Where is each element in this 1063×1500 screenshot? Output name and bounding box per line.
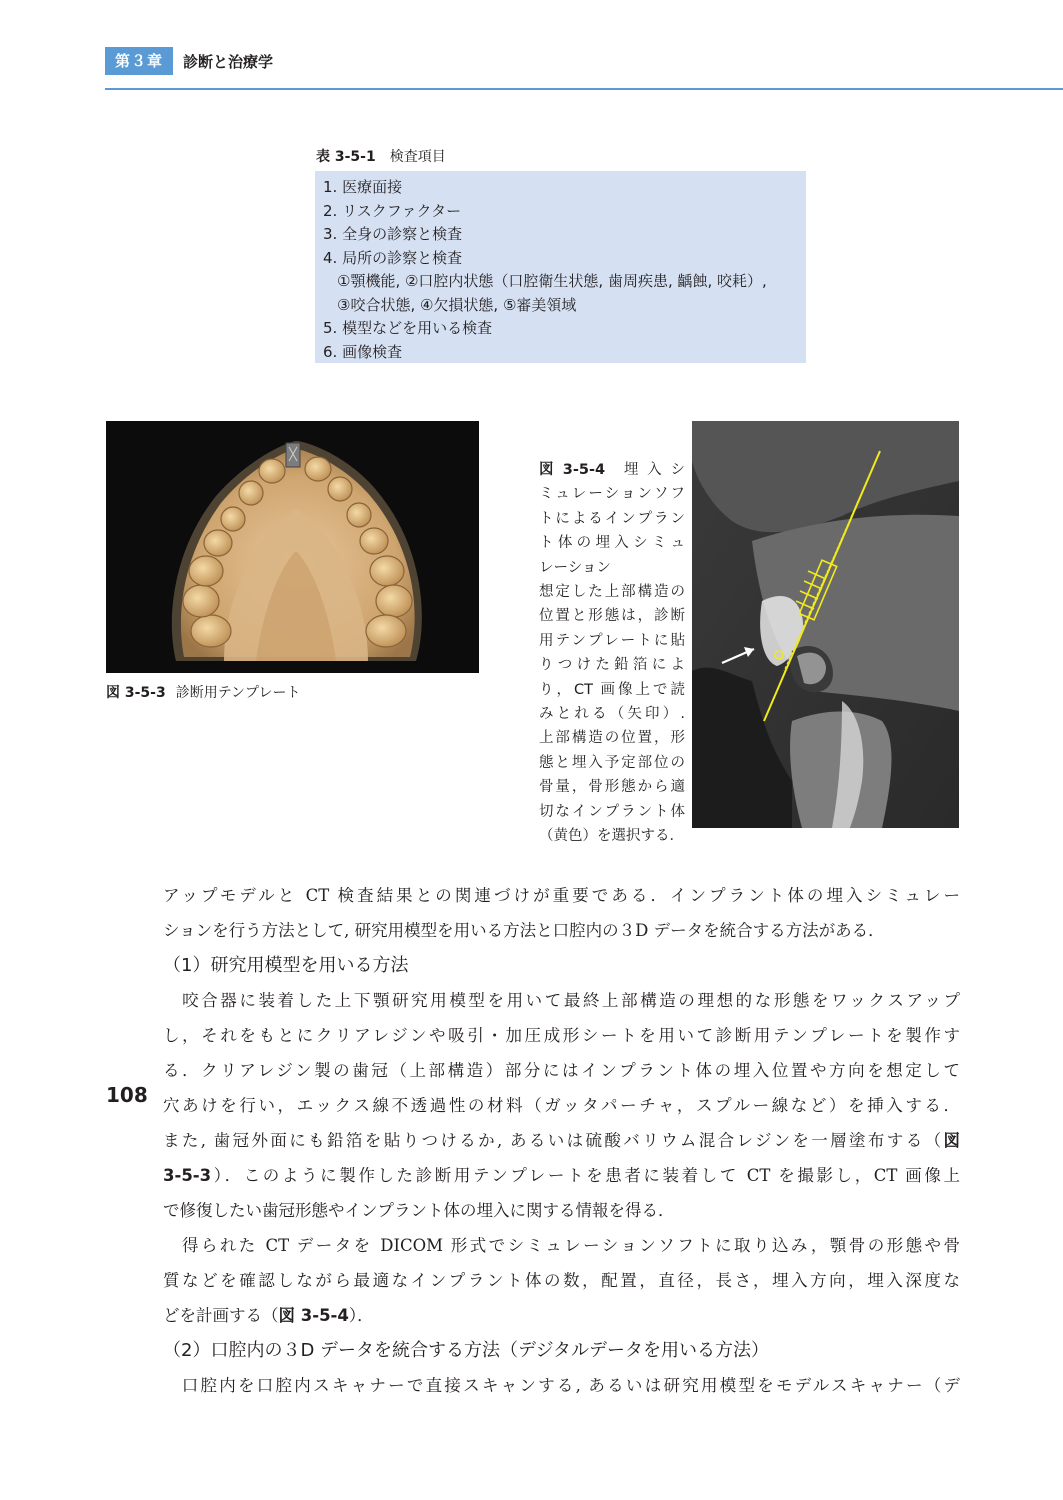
text-line: どを計画する（図 3-5-4）． [163,1306,374,1325]
caption-line: 切なインプラント体 [539,803,685,820]
page-number: 108 [106,1083,148,1107]
text-line: ションを行う方法として, 研究用模型を用いる方法と口腔内の３D データを統合する方法がある． [163,921,885,940]
ct-simulation-image [692,421,959,828]
table-row: 2. リスクファクター [323,201,462,220]
figure-reference: 図 [943,1131,960,1150]
figure-3-5-4-caption [539,458,685,849]
table-row: ③咬合状態, ④欠損状態, ⑤審美領域 [337,295,577,314]
caption-line: （黄色）を選択する． [539,828,684,845]
chapter-badge: 第３章 [105,47,173,75]
table-row: 6. 画像検査 [323,342,403,361]
table-title: 検査項目 [389,149,446,165]
text-line: 質などを確認しながら最適なインプラント体の数，配置，直径，長さ，埋入方向，埋入深度な [163,1271,960,1290]
chapter-title: 診断と治療学 [183,52,274,71]
caption-line: 想定した上部構造の [539,584,685,601]
running-header [105,47,273,75]
figure-reference: 図 3-5-4 [278,1306,349,1325]
caption-line: ト体の埋入シミュ [539,535,685,552]
figure-label: 図 3-5-3 [106,685,166,701]
caption-line: りつけた鉛箔によ [539,657,685,674]
text-line: 3-5-3）．このように製作した診断用テンプレートを患者に装着して CT を撮影し，CT 画像上 [163,1166,960,1185]
caption-line: トによるインプラン [539,510,685,527]
text-line: 得られた CT データを DICOM 形式でシミュレーションソフトに取り込み，顎骨の形態や骨 [163,1236,960,1255]
text-line: る．クリアレジン製の歯冠（上部構造）部分にはインプラント体の埋入位置や方向を想定して [163,1061,960,1080]
caption-line: 上部構造の位置，形 [539,730,685,747]
caption-line: レーション [539,559,611,576]
figure-caption-text: 診断用テンプレート [175,685,301,701]
caption-line: みとれる（矢印）. [539,706,685,723]
text-line: で修復したい歯冠形態やインプラント体の埋入に関する情報を得る． [163,1201,675,1220]
caption-line: 図 3-5-4 埋 入 シ [539,462,686,478]
body-text [163,878,960,1403]
caption-line: ミュレーションソフ [539,486,685,503]
caption-line: り，CT 画像上で読 [539,681,685,698]
text-line: し，それをもとにクリアレジンや吸引・加圧成形シートを用いて診断用テンプレートを製作す [163,1026,960,1045]
section-heading-2: （2）口腔内の３D データを統合する方法（デジタルデータを用いる方法） [163,1340,769,1361]
caption-line: 骨量，骨形態から適 [539,779,685,796]
table-row: ①顎機能, ②口腔内状態（口腔衛生状態, 歯周疾患, 齲蝕, 咬耗）, [337,272,767,290]
section-heading-1: （1）研究用模型を用いる方法 [163,955,409,976]
text-line: アップモデルと CT 検査結果との関連づけが重要である．インプラント体の埋入シミュレー [163,886,960,905]
table-caption [316,146,446,166]
table-row: 4. 局所の診察と検査 [323,248,463,267]
text-line: 穴あけを行い，エックス線不透過性の材料（ガッタパーチャ，スプルー線など）を挿入する． [163,1096,960,1115]
caption-line: 用テンプレートに貼 [539,632,685,649]
table-label: 表 3-5-1 [316,149,376,165]
table-row: 3. 全身の診察と検査 [323,225,463,243]
figure-3-5-3-caption [106,682,300,702]
caption-line: 態と埋入予定部位の [539,754,685,771]
header-divider [105,88,1063,90]
table-row: 1. 医療面接 [323,178,403,196]
exam-items-table [315,171,806,363]
figure-reference: 3-5-3 [163,1166,212,1185]
diagnostic-template-photo [106,421,479,673]
text-line: 口腔内を口腔内スキャナーで直接スキャンする, あるいは研究用模型をモデルスキャナー（デ [163,1376,960,1395]
text-line: また, 歯冠外面にも鉛箔を貼りつけるか, あるいは硫酸バリウム混合レジンを一層塗布する（図 [163,1131,960,1150]
text-line: 咬合器に装着した上下顎研究用模型を用いて最終上部構造の理想的な形態をワックスアップ [163,991,960,1010]
caption-line: 位置と形態は，診断 [539,608,685,625]
figure-label: 図 3-5-4 [539,462,606,478]
table-row: 5. 模型などを用いる検査 [323,319,493,337]
